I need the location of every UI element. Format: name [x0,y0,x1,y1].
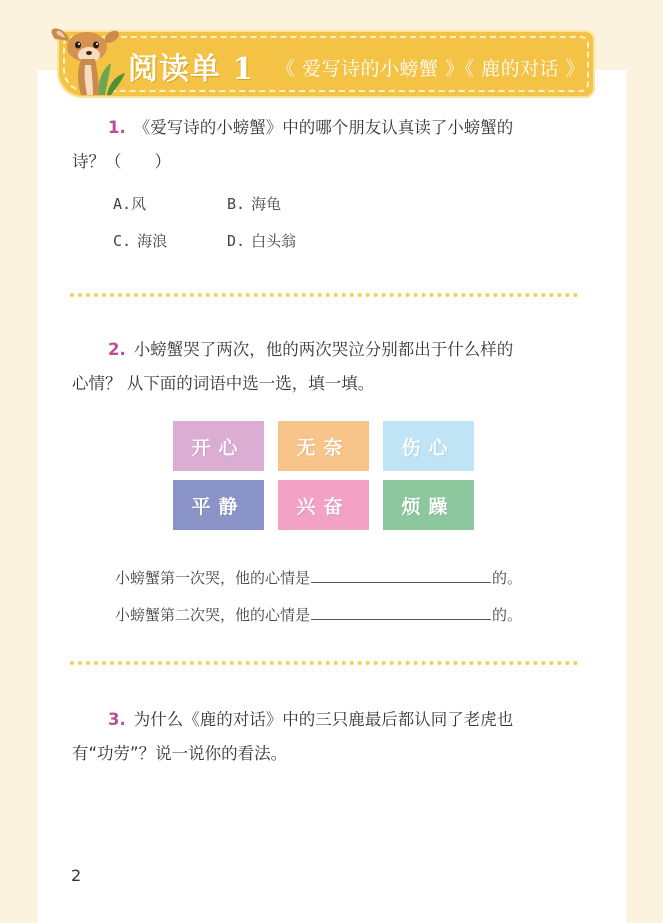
dotted-divider [70,661,578,665]
question-3-line2: 有“功劳”？说一说你的看法。 [72,744,288,763]
question-3-line1: 为什么《鹿的对话》中的三只鹿最后都认同了老虎也 [133,710,514,729]
option-d: D. 白头翁 [227,232,297,250]
question-2-line1: 小螃蟹哭了两次，他的两次哭泣分别都出于什么样的 [133,340,514,359]
option-a: A.风 [113,195,147,213]
question-2 [72,333,592,401]
fill-line-1: 小螃蟹第一次哭，他的心情是 的。 [115,564,522,588]
question-3-number: 3. [108,710,126,729]
page-number: 2 [71,866,82,885]
question-2-line2: 心情？ 从下面的词语中选一选，填一填。 [72,374,375,393]
question-1 [72,111,592,179]
word-card-shangxin: 伤心 [383,421,474,471]
question-1-number: 1. [108,118,126,137]
deer-icon [47,25,127,95]
fill-line-2: 小螃蟹第二次哭，他的心情是 的。 [115,601,522,625]
question-1-line1: 《爱写诗的小螃蟹》中的哪个朋友认真读了小螃蟹的 [133,118,514,137]
answer-blank-1[interactable] [311,564,491,583]
word-card-xingfen: 兴奋 [278,480,369,530]
word-card-pingjing: 平静 [173,480,264,530]
question-3 [72,703,592,771]
option-b: B. 海龟 [227,195,282,213]
dotted-divider [70,293,578,297]
word-card-kaixin: 开心 [173,421,264,471]
question-2-number: 2. [108,340,126,359]
word-card-wunai: 无奈 [278,421,369,471]
answer-blank-2[interactable] [311,601,491,620]
worksheet-subtitle: 《 爱写诗的小螃蟹 》《 鹿的对话 》 [276,58,586,80]
worksheet-title: 阅读单 1 [128,52,255,87]
word-card-fanzao: 烦躁 [383,480,474,530]
question-1-line2: 诗？（ ） [72,152,171,171]
option-c: C. 海浪 [113,232,168,250]
